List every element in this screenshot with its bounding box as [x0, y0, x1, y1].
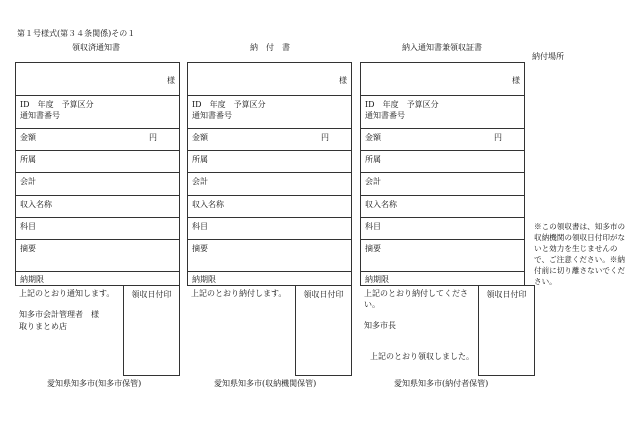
amount-row	[188, 129, 351, 151]
revenue-name-label: 収入名称	[192, 200, 224, 209]
copy-holder-footer: 愛知県知多市(知多市保管)	[47, 379, 142, 388]
id-row	[16, 96, 179, 129]
affiliation-row	[361, 151, 524, 173]
id-row	[361, 96, 524, 129]
received-statement: 上記のとおり領収しました。	[370, 352, 474, 361]
yen-unit: 円	[149, 133, 157, 142]
collecting-bank-label: 取りまとめ店	[19, 322, 67, 331]
receipt-date-stamp-box	[123, 285, 180, 376]
receipt-notice-form	[15, 62, 180, 286]
summary-label: 摘要	[192, 244, 208, 253]
summary-row	[361, 240, 524, 272]
amount-row	[16, 129, 179, 151]
account-label: 会計	[365, 177, 381, 186]
yen-unit: 円	[321, 133, 329, 142]
payer-name-row	[361, 63, 524, 96]
subject-row	[188, 218, 351, 240]
deadline-row	[16, 272, 179, 285]
account-label: 会計	[192, 177, 208, 186]
id-year-budget-label: ID 年度 予算区分	[192, 100, 266, 109]
section-title-payment-slip: 納 付 書	[250, 43, 290, 52]
honorific: 様	[512, 76, 520, 85]
payment-request-line1: 上記のとおり納付してくださ	[364, 289, 468, 298]
payer-name-row	[16, 63, 179, 96]
account-row	[188, 173, 351, 196]
subject-label: 科目	[192, 222, 208, 231]
honorific: 様	[339, 76, 347, 85]
section-title-invoice-receipt: 納入通知書兼領収証書	[402, 43, 482, 52]
deadline-label: 納期限	[192, 275, 216, 284]
amount-row	[361, 129, 524, 151]
subject-row	[16, 218, 179, 240]
revenue-name-row	[16, 196, 179, 218]
invoice-receipt-form	[360, 62, 525, 286]
copy-holder-footer: 愛知県知多市(納付者保管)	[394, 379, 489, 388]
payment-slip-form	[187, 62, 352, 286]
deadline-label: 納期限	[20, 275, 44, 284]
notice-statement: 上記のとおり通知します。	[19, 289, 115, 298]
payer-name-row	[188, 63, 351, 96]
deadline-row	[361, 272, 524, 285]
deadline-label: 納期限	[365, 275, 389, 284]
treasurer-addressee: 知多市会計管理者 様	[19, 310, 99, 319]
amount-label: 金額	[365, 133, 381, 142]
receipt-date-stamp-label: 領収日付印	[303, 290, 344, 299]
payment-statement: 上記のとおり納付します。	[191, 289, 287, 298]
amount-label: 金額	[192, 133, 208, 142]
summary-row	[16, 240, 179, 272]
account-row	[16, 173, 179, 196]
notice-number-label: 通知書番号	[192, 111, 232, 120]
revenue-name-row	[361, 196, 524, 218]
affiliation-label: 所属	[20, 155, 36, 164]
revenue-name-label: 収入名称	[20, 200, 52, 209]
amount-label: 金額	[20, 133, 36, 142]
section-title-receipt-notice: 領収済通知書	[72, 43, 120, 52]
id-year-budget-label: ID 年度 予算区分	[20, 100, 94, 109]
receipt-date-stamp-box	[478, 285, 535, 376]
revenue-name-row	[188, 196, 351, 218]
subject-label: 科目	[20, 222, 36, 231]
mayor-label: 知多市長	[364, 321, 396, 330]
payment-request-line2: い。	[364, 300, 380, 309]
id-year-budget-label: ID 年度 予算区分	[365, 100, 439, 109]
id-row	[188, 96, 351, 129]
summary-label: 摘要	[365, 244, 381, 253]
affiliation-label: 所属	[365, 155, 381, 164]
affiliation-row	[188, 151, 351, 173]
revenue-name-label: 収入名称	[365, 200, 397, 209]
affiliation-label: 所属	[192, 155, 208, 164]
subject-row	[361, 218, 524, 240]
account-label: 会計	[20, 177, 36, 186]
summary-label: 摘要	[20, 244, 36, 253]
notice-number-label: 通知書番号	[365, 111, 405, 120]
receipt-date-stamp-label: 領収日付印	[486, 290, 527, 299]
form-number: 第１号様式(第３４条関係)その１	[17, 29, 136, 38]
yen-unit: 円	[494, 133, 502, 142]
receipt-date-stamp-box	[295, 285, 352, 376]
copy-holder-footer: 愛知県知多市(収納機関保管)	[214, 379, 317, 388]
affiliation-row	[16, 151, 179, 173]
honorific: 様	[167, 76, 175, 85]
summary-row	[188, 240, 351, 272]
notice-number-label: 通知書番号	[20, 111, 60, 120]
deadline-row	[188, 272, 351, 285]
receipt-date-stamp-label: 領収日付印	[131, 290, 172, 299]
account-row	[361, 173, 524, 196]
payment-place-label: 納付場所	[532, 52, 564, 61]
subject-label: 科目	[365, 222, 381, 231]
receipt-validity-notes: ※この領収書は、知多市の収納機関の領収日付印がないと効力を生じませんので、ご注意ください。※納付前に切り離さないでください。	[534, 222, 626, 286]
